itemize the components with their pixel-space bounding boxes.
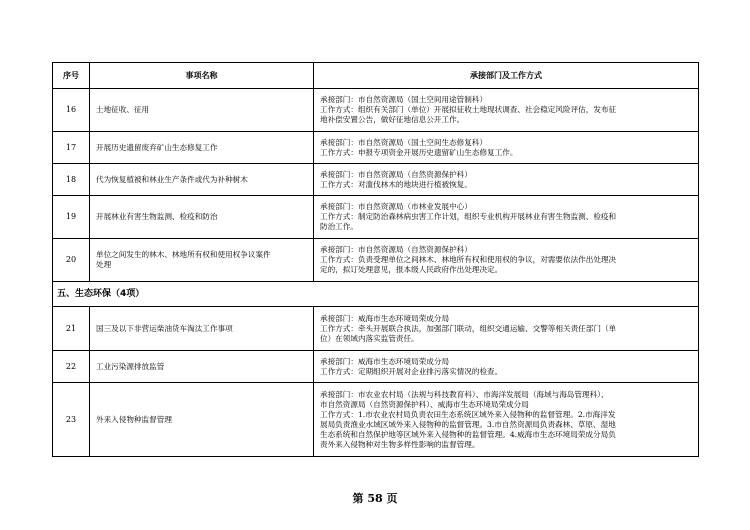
dept-line: 承接部门：威海市生态环境局荣成分局 xyxy=(320,313,450,323)
dept-line: 定的，拟订处理意见，报本级人民政府作出处理决定。 xyxy=(320,265,503,274)
table-row xyxy=(53,89,699,132)
dept-line: 生态系统和自然保护地等区域外来入侵物种的监督管理。4.威海市生态环境局荣成分局负 xyxy=(320,429,616,439)
dept-line: 工作方式：牵头开展联合执法，加强部门联动，组织交通运输、交警等相关责任部门（单 xyxy=(320,323,617,333)
row-dept xyxy=(314,132,699,164)
row-dept xyxy=(314,383,699,457)
dept-line: 承接部门：市自然资源局（自然资源保护科） xyxy=(320,245,472,254)
dept-line: 工作方式：对滥伐林木的地块进行植被恢复。 xyxy=(320,179,472,189)
section-title: 五、生态环保（4项） xyxy=(53,282,699,307)
row-dept xyxy=(314,196,699,239)
dept-line: 展局负责渔业水域区域外来入侵物种的监督管理。3.市自然资源局负责森林、草原、湿地 xyxy=(320,419,616,429)
row-number: 18 xyxy=(53,164,90,196)
table-header-row xyxy=(53,63,699,89)
row-number: 19 xyxy=(53,196,90,239)
row-name xyxy=(90,239,314,282)
row-number: 20 xyxy=(53,239,90,282)
row-dept xyxy=(314,239,699,282)
row-name: 代为恢复植被和林业生产条件或代为补种树木 xyxy=(90,164,314,196)
row-number: 21 xyxy=(53,307,90,351)
task-table xyxy=(52,62,699,457)
header-name: 事项名称 xyxy=(90,63,314,89)
name-line: 单位之间发生的林木、林地所有权和使用权争议案件 xyxy=(96,250,271,259)
dept-line: 责外来入侵物种对生物多样性影响的监督管理。 xyxy=(320,439,480,449)
dept-line: 市自然资源局（自然资源保护科）、威海市生态环境局荣成分局 xyxy=(320,399,529,409)
row-number: 17 xyxy=(53,132,90,164)
dept-line: 承接部门：市自然资源局（自然资源保护科） xyxy=(320,169,472,179)
table-row xyxy=(53,196,699,239)
row-dept xyxy=(314,307,699,351)
name-line: 处理 xyxy=(96,260,112,269)
table-row xyxy=(53,239,699,282)
dept-line: 承接部门：市自然资源局（国土空间生态修复科） xyxy=(320,137,488,147)
row-dept xyxy=(314,351,699,383)
table-row xyxy=(53,132,699,164)
dept-line: 工作方式：组织有关部门（单位）开展拟征收土地现状调查、社会稳定风险评估，发布征 xyxy=(320,105,617,114)
page-number: 第 58 页 xyxy=(352,492,398,505)
dept-line: 工作方式：申报专项资金开展历史遗留矿山生态修复工作。 xyxy=(320,147,518,157)
header-no: 序号 xyxy=(53,63,90,89)
table-row xyxy=(53,307,699,351)
row-name: 工业污染源排放监管 xyxy=(90,351,314,383)
dept-line: 地补偿安置公告，做好征地信息公开工作。 xyxy=(320,115,465,124)
row-dept xyxy=(314,164,699,196)
row-name: 开展林业有害生物监测、检疫和防治 xyxy=(90,196,314,239)
dept-line: 工作方式：定期组织开展对企业排污落实情况的检查。 xyxy=(320,366,503,376)
table-row xyxy=(53,351,699,383)
dept-line: 承接部门：市自然资源局（市林业发展中心） xyxy=(320,202,472,211)
dept-line: 工作方式：制定防治森林病虫害工作计划，组织专业机构开展林业有害生物监测、检疫和 xyxy=(320,212,617,221)
document-page xyxy=(52,62,698,457)
dept-line: 承接部门：市自然资源局（国土空间用途管制科） xyxy=(320,95,488,104)
row-name: 国三及以下非营运柴油货车淘汰工作事项 xyxy=(90,307,314,351)
header-dept: 承接部门及工作方式 xyxy=(314,63,699,89)
row-name: 土地征收、征用 xyxy=(90,89,314,132)
section-row xyxy=(53,282,699,307)
table-row xyxy=(53,164,699,196)
row-number: 23 xyxy=(53,383,90,457)
row-name: 外来入侵物种监督管理 xyxy=(90,383,314,457)
dept-line: 工作方式：1.市农业农村局负责农田生态系统区域外来入侵物种的监督管理。2.市海洋发 xyxy=(320,409,616,419)
dept-line: 工作方式：负责受理单位之间林木、林地所有权和使用权的争议，对需要依法作出处理决 xyxy=(320,255,617,264)
dept-line: 防治工作。 xyxy=(320,222,358,231)
table-row xyxy=(53,383,699,457)
dept-line: 承接部门：市农业农村局（法规与科技教育科）、市海洋发展局（海域与海岛管理科）、 xyxy=(320,389,609,399)
row-number: 16 xyxy=(53,89,90,132)
dept-line: 位）在领域内落实监管责任。 xyxy=(320,333,419,343)
row-number: 22 xyxy=(53,351,90,383)
row-dept xyxy=(314,89,699,132)
dept-line: 承接部门：威海市生态环境局荣成分局 xyxy=(320,356,450,366)
row-name: 开展历史遗留废弃矿山生态修复工作 xyxy=(90,132,314,164)
